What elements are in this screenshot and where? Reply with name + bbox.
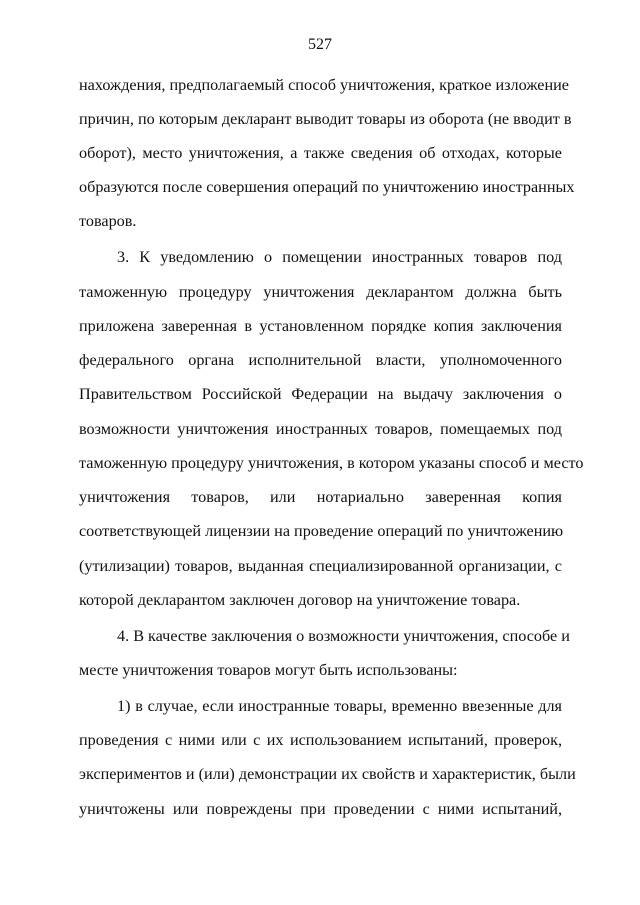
text-line: возможности уничтожения иностранных товаров, помещаемых под — [79, 420, 562, 438]
text-line: 1) в случае, если иностранные товары, временно ввезенные для — [117, 697, 562, 715]
text-line: образуются после совершения операций по уничтожению иностранных — [79, 178, 575, 196]
text-line: таможенную процедуру уничтожения, в котором указаны способ и место — [79, 454, 584, 472]
text-line: товаров. — [79, 212, 137, 230]
text-line: федерального органа исполнительной власти, уполномоченного — [79, 351, 562, 369]
text-line: которой декларантом заключен договор на уничтожение товара. — [79, 591, 521, 609]
text-line: оборот), место уничтожения, а также сведения об отходах, которые — [79, 144, 562, 162]
text-line: (утилизации) товаров, выданная специализированной организации, с — [79, 557, 562, 575]
text-line: 3. К уведомлению о помещении иностранных товаров под — [117, 248, 562, 266]
text-line: приложена заверенная в установленном порядке копия заключения — [79, 317, 562, 335]
text-line: 4. В качестве заключения о возможности уничтожения, способе и — [117, 627, 570, 645]
text-line: экспериментов и (или) демонстрации их свойств и характеристик, были — [79, 765, 576, 783]
text-line: уничтожены или повреждены при проведении с ними испытаний, — [79, 800, 562, 818]
text-line: проведения с ними или с их использованием испытаний, проверок, — [79, 731, 562, 749]
text-line: уничтожения товаров, или нотариально заверенная копия — [79, 488, 562, 506]
text-line: Правительством Российской Федерации на выдачу заключения о — [79, 385, 562, 403]
text-line: таможенную процедуру уничтожения декларантом должна быть — [79, 283, 562, 301]
text-line: соответствующей лицензии на проведение операций по уничтожению — [79, 522, 564, 540]
page-number: 527 — [308, 36, 332, 53]
text-line: месте уничтожения товаров могут быть использованы: — [79, 661, 458, 679]
text-line: причин, по которым декларант выводит товары из оборота (не вводит в — [79, 110, 572, 128]
text-line: нахождения, предполагаемый способ уничтожения, краткое изложение — [79, 76, 569, 94]
